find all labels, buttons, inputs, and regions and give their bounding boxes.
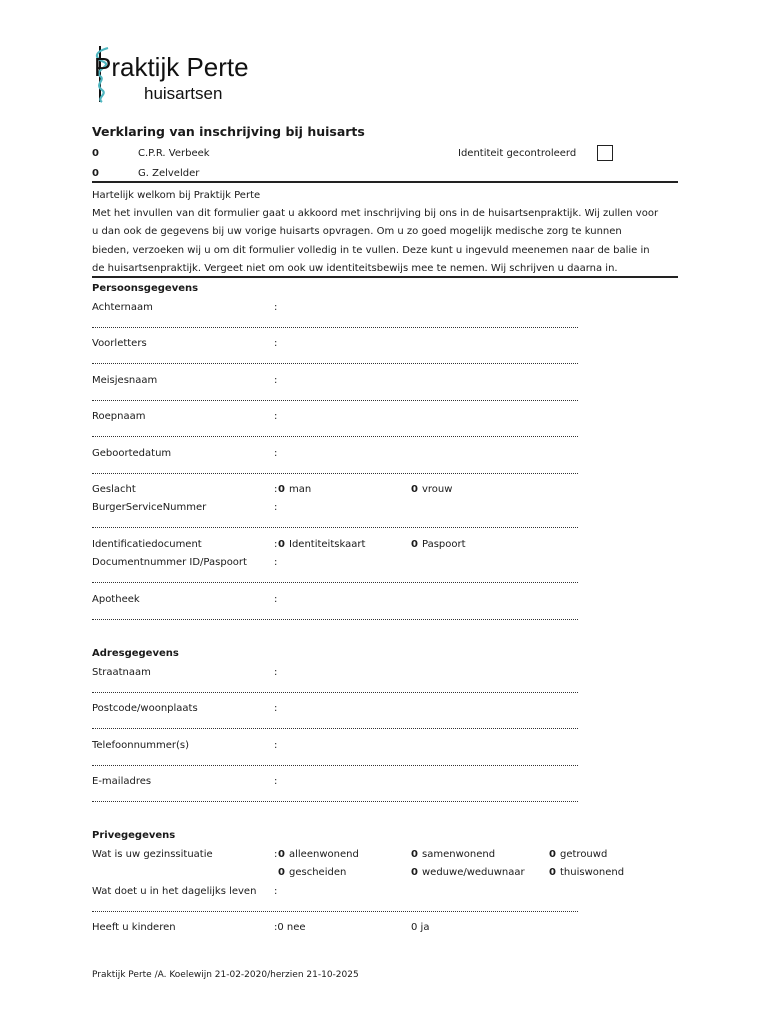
label-dagelijks-leven: Wat doet u in het dagelijks leven: [92, 886, 257, 897]
divider: [92, 181, 678, 183]
divider: [92, 276, 678, 278]
option-alleenwonend: alleenwonend: [289, 849, 359, 860]
input-geboortedatum[interactable]: [92, 473, 578, 474]
option-paspoort: Paspoort: [422, 539, 466, 550]
identity-check-label: Identiteit gecontroleerd: [458, 148, 577, 159]
colon: :: [274, 557, 278, 568]
input-telefoon[interactable]: [92, 765, 578, 766]
colon: :: [274, 502, 278, 513]
input-documentnummer[interactable]: [92, 582, 578, 583]
doctor-2-name: G. Zelvelder: [138, 168, 200, 179]
radio-vrouw[interactable]: 0: [411, 484, 418, 495]
radio-man[interactable]: 0: [278, 484, 285, 495]
label-kinderen: Heeft u kinderen: [92, 922, 176, 933]
option-gescheiden: gescheiden: [289, 867, 347, 878]
colon: :: [274, 302, 278, 313]
label-meisjesnaam: Meisjesnaam: [92, 375, 158, 386]
radio-alleenwonend[interactable]: 0: [278, 849, 285, 860]
identity-checkbox[interactable]: [597, 145, 613, 161]
input-apotheek[interactable]: [92, 619, 578, 620]
logo-title: Praktijk Perte: [94, 52, 249, 82]
document-title: Verklaring van inschrijving bij huisarts: [92, 124, 365, 139]
doctor-1-name: C.P.R. Verbeek: [138, 148, 210, 159]
colon: :: [274, 740, 278, 751]
option-kinderen-ja[interactable]: 0 ja: [411, 922, 430, 933]
intro-line: Met het invullen van dit formulier gaat u akkoord met inschrijving bij ons in de huisartsenpraktijk. Wij zullen voor: [92, 208, 659, 219]
intro-paragraph: [92, 205, 682, 278]
radio-weduwe[interactable]: 0: [411, 867, 418, 878]
label-achternaam: Achternaam: [92, 302, 153, 313]
intro-line: bieden, verzoeken wij u om dit formulier volledig in te vullen. Deze kunt u ingevuld meenemen naar de balie in: [92, 244, 650, 256]
label-postcode: Postcode/woonplaats: [92, 703, 198, 714]
label-geslacht: Geslacht: [92, 484, 136, 495]
option-getrouwd: getrouwd: [560, 849, 608, 860]
option-kinderen-nee[interactable]: :0 nee: [274, 922, 306, 933]
label-bsn: BurgerServiceNummer: [92, 502, 207, 513]
colon: :: [274, 375, 278, 386]
label-documentnummer: Documentnummer ID/Paspoort: [92, 557, 247, 568]
input-meisjesnaam[interactable]: [92, 400, 578, 401]
doctor-1-checkbox[interactable]: 0: [92, 148, 99, 159]
colon: :: [274, 448, 278, 459]
radio-identiteitskaart[interactable]: 0: [278, 539, 285, 550]
option-weduwe: weduwe/weduwnaar: [422, 867, 525, 878]
colon: :: [274, 886, 278, 897]
colon: :: [274, 484, 278, 495]
input-straatnaam[interactable]: [92, 692, 578, 693]
section-heading-address: Adresgegevens: [92, 648, 179, 659]
label-id-document: Identificatiedocument: [92, 539, 202, 550]
option-vrouw: vrouw: [422, 484, 453, 495]
label-geboortedatum: Geboortedatum: [92, 448, 172, 459]
colon: :: [274, 539, 278, 550]
doctor-2-checkbox[interactable]: 0: [92, 168, 99, 179]
radio-gescheiden[interactable]: 0: [278, 867, 285, 878]
label-email: E-mailadres: [92, 776, 152, 787]
colon: :: [274, 849, 278, 860]
section-heading-personal: Persoonsgegevens: [92, 283, 199, 294]
intro-greeting: Hartelijk welkom bij Praktijk Perte: [92, 190, 261, 201]
input-roepnaam[interactable]: [92, 436, 578, 437]
option-thuiswonend: thuiswonend: [560, 867, 625, 878]
radio-getrouwd[interactable]: 0: [549, 849, 556, 860]
label-gezinssituatie: Wat is uw gezinssituatie: [92, 849, 213, 860]
radio-thuiswonend[interactable]: 0: [549, 867, 556, 878]
section-heading-private: Privegegevens: [92, 830, 176, 841]
radio-samenwonend[interactable]: 0: [411, 849, 418, 860]
radio-paspoort[interactable]: 0: [411, 539, 418, 550]
colon: :: [274, 667, 278, 678]
label-voorletters: Voorletters: [92, 338, 147, 349]
label-straatnaam: Straatnaam: [92, 667, 151, 678]
colon: :: [274, 594, 278, 605]
input-postcode[interactable]: [92, 728, 578, 729]
colon: :: [274, 411, 278, 422]
colon: :: [274, 338, 278, 349]
input-bsn[interactable]: [92, 527, 578, 528]
input-achternaam[interactable]: [92, 327, 578, 328]
input-email[interactable]: [92, 801, 578, 802]
option-samenwonend: samenwonend: [422, 849, 496, 860]
intro-line: de huisartsenpraktijk. Vergeet niet om ook uw identiteitsbewijs mee te nemen. Wij schrijven u daarna in.: [92, 262, 618, 274]
option-identiteitskaart: Identiteitskaart: [289, 539, 366, 550]
logo-subtitle: huisartsen: [144, 84, 223, 103]
label-telefoon: Telefoonnummer(s): [92, 740, 190, 751]
label-roepnaam: Roepnaam: [92, 411, 146, 422]
input-voorletters[interactable]: [92, 363, 578, 364]
colon: :: [274, 703, 278, 714]
intro-line: u dan ook de gegevens bij uw vorige huisarts opvragen. Om u zo goed mogelijk medische zorg te kunnen: [92, 226, 622, 238]
colon: :: [274, 776, 278, 787]
input-dagelijks-leven[interactable]: [92, 911, 578, 912]
footer-text: Praktijk Perte /A. Koelewijn 21-02-2020/herzien 21-10-2025: [92, 970, 359, 980]
option-man: man: [289, 484, 312, 495]
label-apotheek: Apotheek: [92, 594, 140, 605]
